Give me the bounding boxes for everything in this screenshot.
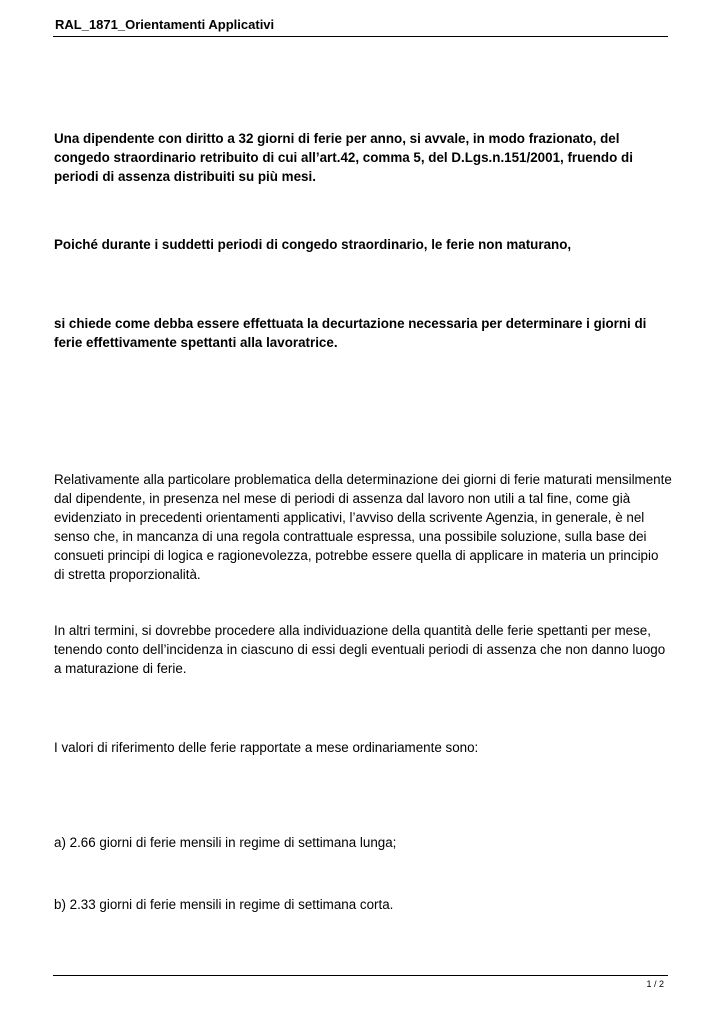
header-rule [53, 36, 668, 37]
question-paragraph-1: Una dipendente con diritto a 32 giorni di ferie per anno, si avvale, in modo frazionato, del congedo straordinario retribuito di cui all’art.42, comma 5, del D.Lgs.n.151/2001, fruendo di periodi di assenza distribuiti su più mesi. [54, 131, 633, 184]
answer-paragraph-1: Relativamente alla particolare problematica della determinazione dei giorni di ferie maturati mensilmente dal dipendente, in presenza nel mese di periodi di assenza dal lavoro non utili a tal fine, come già evidenziato in precedenti orientamenti applicativi, l’avviso della scrivente Agenzia, in generale, è nel senso che, in mancanza di una regola contrattuale espressa, una possibile soluzione, sulla base dei consueti principi di logica e ragionevolezza, potrebbe essere quella di applicare in materia un principio di stretta proporzionalità. [54, 472, 672, 582]
answer-paragraph-2: In altri termini, si dovrebbe procedere alla individuazione della quantità delle ferie spettanti per mese, tenendo conto dell’incidenza in ciascuno di essi degli eventuali periodi di assenza che non danno luogo a maturazione di ferie. [54, 623, 666, 676]
list-item-b: b) 2.33 giorni di ferie mensili in regime di settimana corta. [54, 897, 394, 912]
question-paragraph-3: si chiede come debba essere effettuata la decurtazione necessaria per determinare i giorni di ferie effettivamente spettanti alla lavoratrice. [54, 316, 647, 350]
list-item-a: a) 2.66 giorni di ferie mensili in regime di settimana lunga; [54, 835, 397, 850]
answer-paragraph-3: I valori di riferimento delle ferie rapportate a mese ordinariamente sono: [54, 740, 479, 755]
page-number: 1 / 2 [646, 979, 664, 989]
footer-rule [53, 975, 668, 976]
document-header-title: RAL_1871_Orientamenti Applicativi [55, 17, 275, 32]
question-paragraph-2: Poiché durante i suddetti periodi di congedo straordinario, le ferie non maturano, [54, 237, 572, 252]
